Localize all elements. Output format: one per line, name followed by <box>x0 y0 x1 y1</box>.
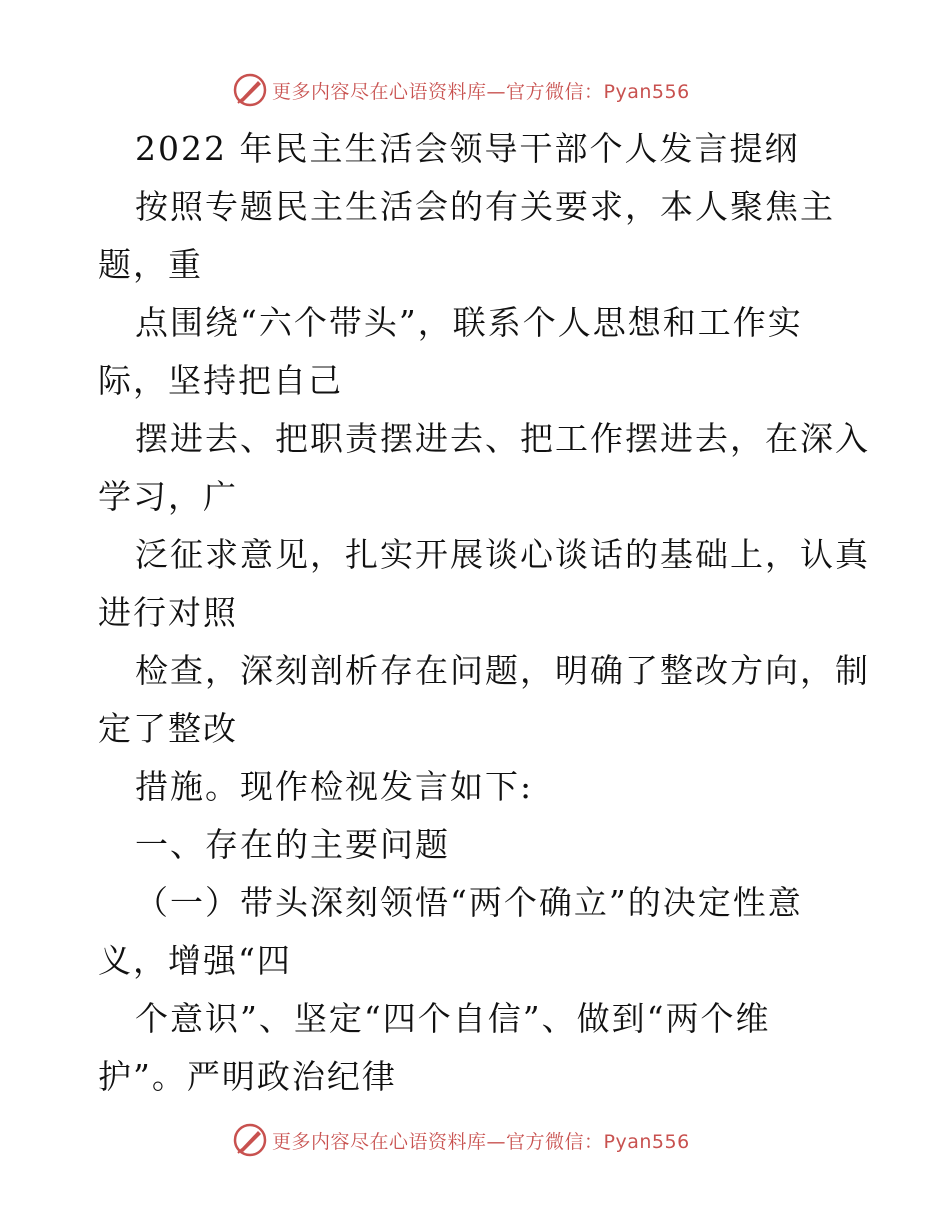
paragraph-line: 进行对照 <box>98 593 238 632</box>
paragraph-line: 按照专题民主生活会的有关要求，本人聚焦主 <box>135 187 835 226</box>
paragraph-line: 护”。严明政治纪律 <box>98 1057 397 1096</box>
banner-text: 更多内容尽在心语资料库—官方微信：Pyan556 <box>272 1130 690 1153</box>
paragraph-line: 泛征求意见，扎实开展谈心谈话的基础上，认真 <box>135 535 870 574</box>
paragraph-line: 义，增强“四 <box>98 941 292 980</box>
paragraph-line: 个意识”、坚定“四个自信”、做到“两个维 <box>135 999 771 1038</box>
paragraph-line: 检查，深刻剖析存在问题，明确了整改方向，制 <box>135 651 870 690</box>
paragraph-line: 措施。现作检视发言如下: <box>135 767 534 806</box>
document-title: 2022 年民主生活会领导干部个人发言提纲 <box>135 129 800 168</box>
subsection-heading: （一）带头深刻领悟“两个确立”的决定性意 <box>135 883 803 922</box>
quill-pen-logo-icon <box>232 72 268 108</box>
footer-watermark-banner <box>232 1120 690 1160</box>
quill-pen-logo-icon <box>232 1122 268 1158</box>
paragraph-line: 摆进去、把职责摆进去、把工作摆进去，在深入 <box>135 419 870 458</box>
paragraph-line: 际，坚持把自己 <box>98 361 343 400</box>
paragraph-line: 题，重 <box>98 245 203 284</box>
banner-text: 更多内容尽在心语资料库—官方微信：Pyan556 <box>272 80 690 103</box>
section-heading: 一、存在的主要问题 <box>135 825 450 864</box>
paragraph-line: 定了整改 <box>98 709 238 748</box>
paragraph-line: 点围绕“六个带头”，联系个人思想和工作实 <box>135 303 803 342</box>
paragraph-line: 学习，广 <box>98 477 238 516</box>
header-watermark-banner <box>232 70 690 110</box>
